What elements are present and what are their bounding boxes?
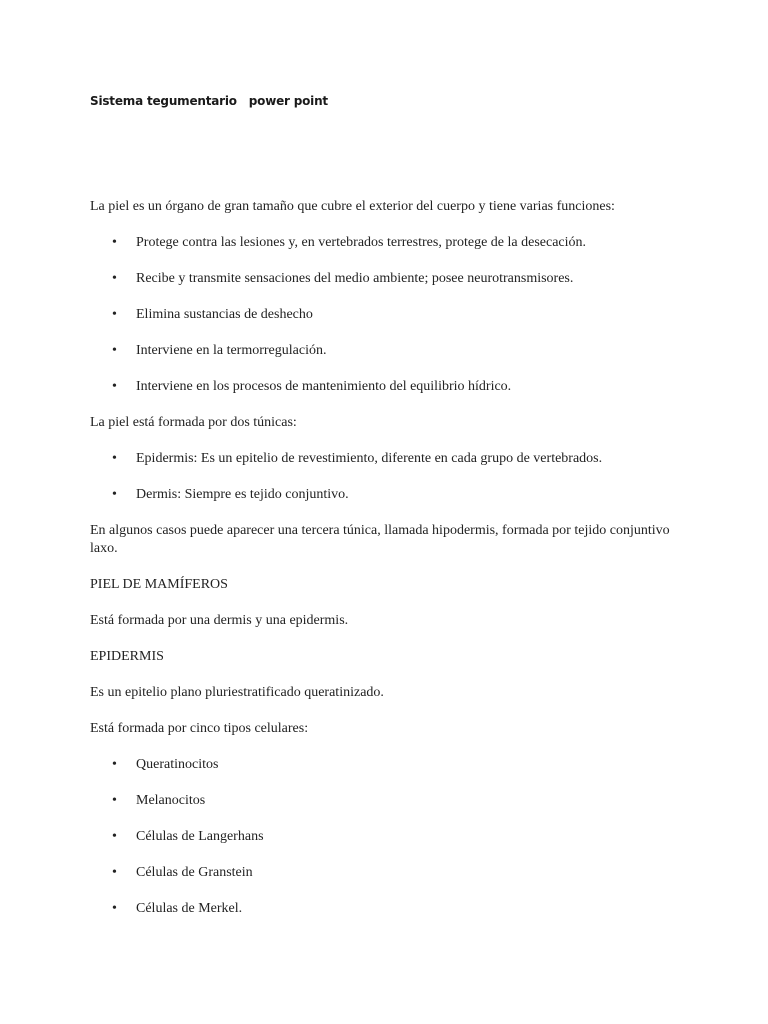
hypodermis-paragraph: En algunos casos puede aparecer una tercera túnica, llamada hipodermis, formada por tejido conjuntivo laxo. <box>90 523 670 556</box>
list-item: Melanocitos <box>136 793 206 808</box>
bullet-icon: • <box>112 487 117 502</box>
bullet-icon: • <box>112 757 117 772</box>
bullet-icon: • <box>112 307 117 322</box>
list-item: Interviene en los procesos de mantenimiento del equilibrio hídrico. <box>136 379 512 394</box>
list-item: Células de Langerhans <box>136 829 264 844</box>
epidermis-paragraph: Es un epitelio plano pluriestratificado queratinizado. <box>90 685 384 700</box>
tunics-intro: La piel está formada por dos túnicas: <box>90 415 297 430</box>
mammals-paragraph: Está formada por una dermis y una epidermis. <box>90 613 349 628</box>
document-title: Sistema tegumentario power point <box>90 94 328 108</box>
list-item: Protege contra las lesiones y, en vertebrados terrestres, protege de la desecación. <box>136 235 587 250</box>
bullet-icon: • <box>112 829 117 844</box>
list-item: Células de Granstein <box>136 865 253 880</box>
list-item: Células de Merkel. <box>136 901 243 916</box>
list-item: Epidermis: Es un epitelio de revestimiento, diferente en cada grupo de vertebrados. <box>136 451 603 466</box>
bullet-icon: • <box>112 793 117 808</box>
list-item: Queratinocitos <box>136 757 219 772</box>
bullet-icon: • <box>112 379 117 394</box>
list-item: Recibe y transmite sensaciones del medio ambiente; posee neurotransmisores. <box>136 271 574 286</box>
intro-paragraph: La piel es un órgano de gran tamaño que cubre el exterior del cuerpo y tiene varias funciones: <box>90 199 615 214</box>
bullet-icon: • <box>112 865 117 880</box>
heading-epidermis: EPIDERMIS <box>90 649 164 664</box>
list-item: Interviene en la termorregulación. <box>136 343 327 358</box>
heading-mammals: PIEL DE MAMÍFEROS <box>90 577 228 592</box>
cell-types-intro: Está formada por cinco tipos celulares: <box>90 721 309 736</box>
list-item: Elimina sustancias de deshecho <box>136 307 313 322</box>
bullet-icon: • <box>112 343 117 358</box>
list-item: Dermis: Siempre es tejido conjuntivo. <box>136 487 349 502</box>
bullet-icon: • <box>112 451 117 466</box>
bullet-icon: • <box>112 235 117 250</box>
bullet-icon: • <box>112 271 117 286</box>
bullet-icon: • <box>112 901 117 916</box>
